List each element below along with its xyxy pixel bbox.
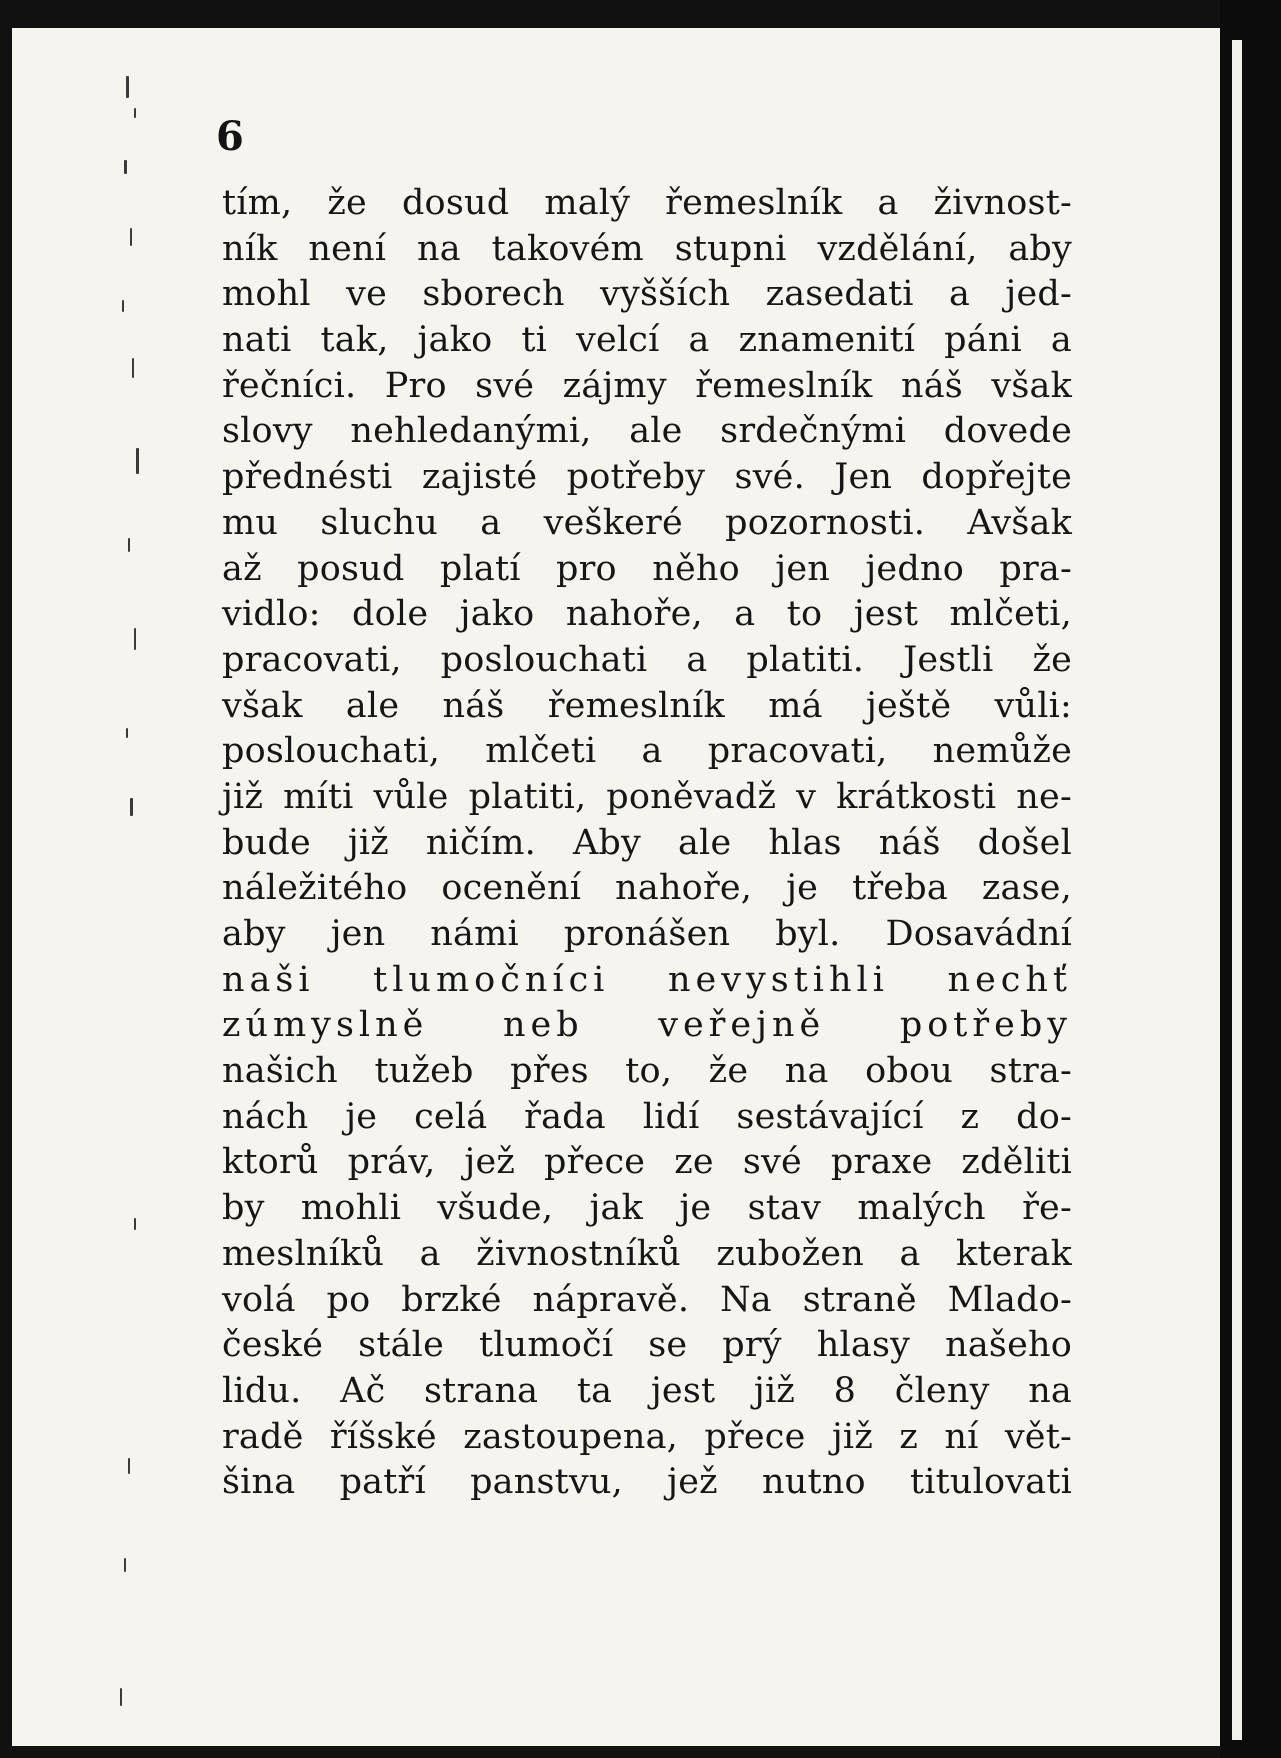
speck [126,76,129,98]
text-line: přednésti zajisté potřeby své. Jen dopřejte [222,457,1072,498]
speck [124,1558,126,1572]
text-line: řečníci. Pro své zájmy řemeslník náš však [222,365,1072,406]
text-line: nách je celá řada lidí sestávající z do- [222,1096,1072,1137]
text-line: poslouchati, mlčeti a pracovati, nemůže [222,731,1072,772]
next-page-edge [1232,40,1242,1740]
body-text [222,181,1072,1506]
text-line: pracovati, poslouchati a platiti. Jestli že [222,639,1072,680]
text-line: radě říšské zastoupena, přece již z ní vět- [222,1416,1072,1457]
speck [134,628,136,650]
speck [130,798,133,816]
text-line: mohl ve sborech vyšších zasedati a jed- [222,274,1072,315]
speck [128,538,130,552]
speck [120,1688,122,1706]
speck [130,228,132,246]
text-line: až posud platí pro něho jen jedno pra- [222,548,1072,589]
speck [128,1458,130,1474]
speck [132,358,134,378]
speck [134,108,136,118]
text-line: mu sluchu a veškeré pozornosti. Avšak [222,502,1072,543]
text-line: bude již ničím. Aby ale hlas náš došel [222,822,1072,863]
speck [126,728,128,738]
speck [136,448,139,474]
text-line: však ale náš řemeslník má ještě vůli: [222,685,1072,726]
text-line: české stále tlumočí se prý hlasy našeho [222,1325,1072,1366]
text-line: náležitého ocenění nahoře, je třeba zase, [222,868,1072,909]
text-line: zúmyslně neb veřejně potřeby [222,1005,1072,1046]
text-line: vidlo: dole jako nahoře, a to jest mlčeti, [222,594,1072,635]
text-line: ník není na takovém stupni vzdělání, aby [222,228,1072,269]
speck [124,160,127,174]
text-line: volá po brzké nápravě. Na straně Mlado- [222,1279,1072,1320]
speck [134,1218,136,1230]
text-line: našich tužeb přes to, že na obou stra- [222,1051,1072,1092]
text-line: lidu. Ač strana ta jest již 8 členy na [222,1370,1072,1411]
text-line: aby jen námi pronášen byl. Dosavádní [222,914,1072,954]
text-line: meslníků a živnostníků zubožen a kterak [222,1233,1072,1274]
text-line: ktorů práv, jež přece ze své praxe zděliti [222,1142,1072,1183]
text-line: nati tak, jako ti velcí a znamenití páni a [222,320,1072,361]
text-line: tím, že dosud malý řemeslník a živnost- [222,183,1072,223]
scan-border-right [1220,0,1281,1758]
text-line: šina patří panstvu, jež nutno titulovati [222,1462,1072,1503]
gutter-specks [120,68,180,1728]
text-line: již míti vůle platiti, poněvadž v krátkosti ne- [222,776,1072,817]
text-line: by mohli všude, jak je stav malých ře- [222,1188,1072,1229]
text-line: slovy nehledanými, ale srdečnými dovede [222,411,1072,452]
text-line: naši tlumočníci nevystihli nechť [222,959,1072,1000]
speck [122,300,124,312]
page-number: 6 [216,113,244,160]
